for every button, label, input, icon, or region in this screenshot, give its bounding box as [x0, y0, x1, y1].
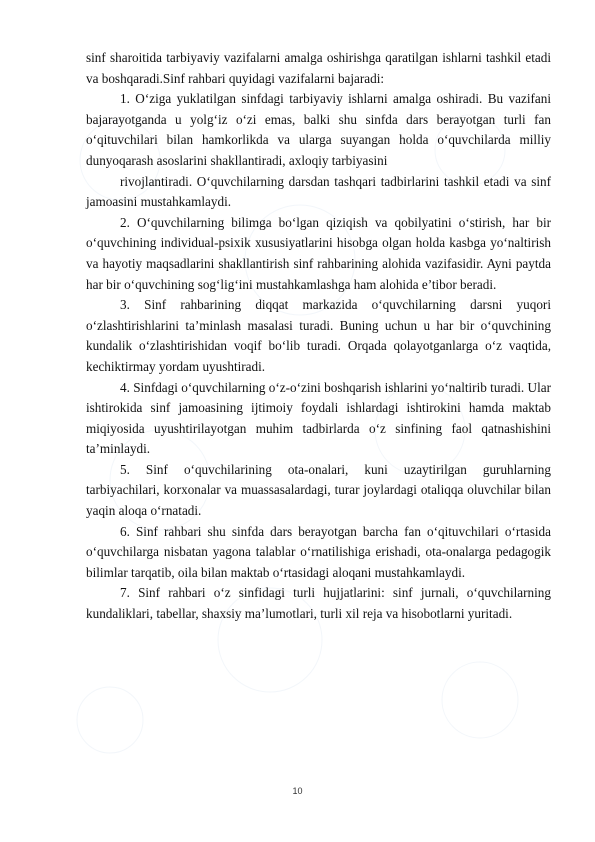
paragraph-item-2: 2. O‘quvchilarning bilimga bo‘lgan qiziqish va qobilyatini o‘stirish, har bir o‘quvchining individual-psixik xususiyatlarini hisobga olgan holda kasbga yo‘naltirish va hayotiy maqsadlarini shakllantirish sinf rahbarining alohida vazifasidir. Ayni paytda har bir o‘quvchining sog‘lig‘ini mustahkamlashga ham alohida e’tibor beradi.	[86, 214, 551, 292]
paragraph-intro: sinf sharoitida tarbiyaviy vazifalarni amalga oshirishga qaratilgan ishlarni tashkil etadi va boshqaradi.Sinf rahbari quyidagi vazifalarni bajaradi:	[86, 50, 551, 86]
document-body	[86, 48, 551, 625]
paragraph-item-1: 1. O‘ziga yuklatilgan sinfdagi tarbiyaviy ishlarni amalga oshiradi. Bu vazifani bajarayotganda u yolg‘iz o‘zi emas, balki shu sinfda dars berayotgan turli fan o‘qituvchilari bilan hamkorlikda va ularga suyangan holda o‘quvchilarda milliy dunyoqarash asoslarini shakllantiradi, axloqiy tarbiyasini	[86, 91, 551, 168]
paragraph-item-1-continued: rivojlantiradi. O‘quvchilarning darsdan tashqari tadbirlarini tashkil etadi va sinf jamoasini mustahkamlaydi.	[86, 173, 551, 210]
paragraph-item-7: 7. Sinf rahbari o‘z sinfidagi turli hujjatlarini: sinf jurnali, o‘quvchilarning kundaliklari, tabellar, shaxsiy ma’lumotlari, turli xil reja va hisobotlarni yuritadi.	[86, 585, 551, 622]
paragraph-item-3: 3. Sinf rahbarining diqqat markazida o‘quvchilarning darsni yuqori o‘zlashtirishlarini ta’minlash masalasi turadi. Buning uchun u har bir o‘quvchining kundalik o‘zlashtirishidan voqif bo‘lib turadi. Orqada qolayotganlarga o‘z vaqtida, kechiktirmay yordam uyushtiradi.	[86, 297, 551, 374]
paragraph-item-5: 5. Sinf o‘quvchilarining ota-onalari, kuni uzaytirilgan guruhlarning tarbiyachilari, korxonalar va muassasalardagi, turar joylardagi otaliqqa oluvchilar bilan yaqin aloqa o‘rnatadi.	[86, 461, 551, 519]
paragraph-item-6: 6. Sinf rahbari shu sinfda dars berayotgan barcha fan o‘qituvchilari o‘rtasida o‘quvchilarga nisbatan yagona talablar o‘rnatilishiga erishadi, ota-onalarga pedagogik bilimlar tarqatib, oila bilan maktab o‘rtasidagi aloqani mustahkamlaydi.	[86, 523, 551, 580]
paragraph-item-4: 4. Sinfdagi o‘quvchilarning o‘z-o‘zini boshqarish ishlarini yo‘naltirib turadi. Ular ishtirokida sinf jamoasining ijtimoiy foydali ishlardagi ishtirokini hamda maktab miqiyosida uyushtirilayotgan muhim tadbirlarda o‘z sinfining faol qatnashishini ta’minlaydi.	[86, 379, 551, 457]
page-number: 10	[292, 786, 303, 796]
